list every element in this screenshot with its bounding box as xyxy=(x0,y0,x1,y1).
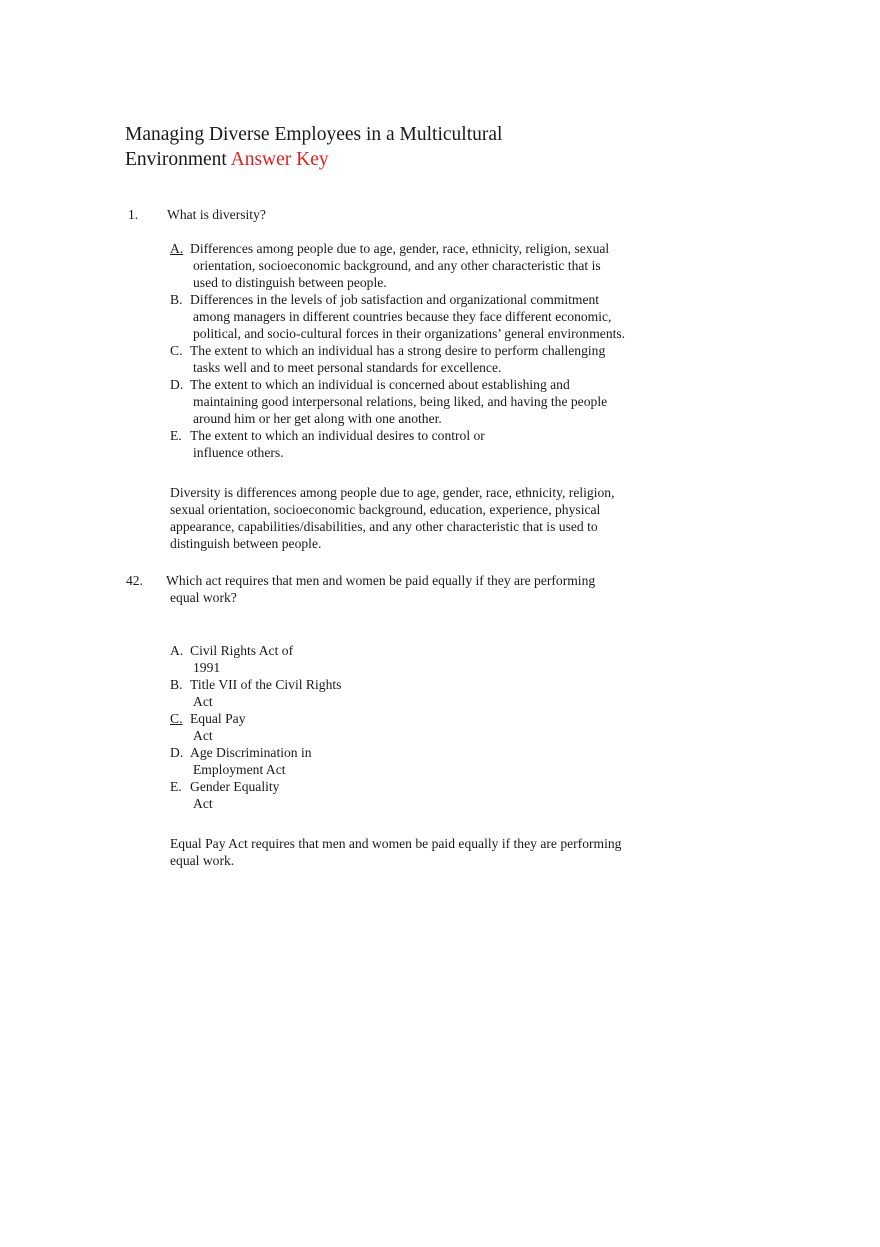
option-letter: D. xyxy=(170,377,184,392)
option-letter: D. xyxy=(170,745,184,760)
explanation-line: sexual orientation, socioeconomic background, education, experience, physical xyxy=(170,502,601,517)
option-c xyxy=(170,342,625,376)
explanation-line: Diversity is differences among people due to age, gender, race, ethnicity, religion, xyxy=(170,485,615,500)
question-line: What is diversity? xyxy=(167,207,266,222)
option-line: around him or her get along with one another. xyxy=(193,411,442,426)
option-letter: E. xyxy=(170,779,182,794)
question-number: 1. xyxy=(128,207,139,222)
option-line: The extent to which an individual is concerned about establishing and xyxy=(190,377,570,392)
option-line: Act xyxy=(193,796,213,811)
option-line: political, and socio-cultural forces in their organizations’ general environments. xyxy=(193,326,626,341)
option-letter: E. xyxy=(170,428,182,443)
question-text xyxy=(167,206,266,223)
explanation-line: distinguish between people. xyxy=(170,536,322,551)
option-d xyxy=(170,376,625,427)
option-line: Act xyxy=(193,728,213,743)
option-letter: A. xyxy=(170,643,184,658)
option-e xyxy=(170,427,625,461)
option-b xyxy=(170,676,341,710)
option-e xyxy=(170,778,341,812)
document-title xyxy=(125,122,685,172)
option-line: Civil Rights Act of xyxy=(190,643,294,658)
option-letter: B. xyxy=(170,292,183,307)
title-line-1: Managing Diverse Employees in a Multicultural xyxy=(125,124,503,145)
option-line: Differences in the levels of job satisfaction and organizational commitment xyxy=(190,292,600,307)
option-line: Title VII of the Civil Rights xyxy=(190,677,342,692)
answer-key-label: Answer Key xyxy=(230,149,329,170)
question-text xyxy=(166,572,595,606)
explanation-line: appearance, capabilities/disabilities, and any other characteristic that is used to xyxy=(170,519,598,534)
explanation-line: equal work. xyxy=(170,853,235,868)
option-line: among managers in different countries because they face different economic, xyxy=(193,309,612,324)
option-b xyxy=(170,291,625,342)
option-line: used to distinguish between people. xyxy=(193,275,387,290)
option-line: Gender Equality xyxy=(190,779,280,794)
question-line: Which act requires that men and women be paid equally if they are performing xyxy=(166,573,596,588)
option-letter-correct: A. xyxy=(170,241,184,256)
option-letter: B. xyxy=(170,677,183,692)
explanation-line: Equal Pay Act requires that men and women be paid equally if they are performing xyxy=(170,836,622,851)
option-line: Act xyxy=(193,694,213,709)
answer-options xyxy=(170,642,341,812)
option-line: 1991 xyxy=(193,660,221,675)
option-line: maintaining good interpersonal relations, being liked, and having the people xyxy=(193,394,608,409)
option-line: tasks well and to meet personal standards for excellence. xyxy=(193,360,502,375)
question-line: equal work? xyxy=(170,590,237,605)
option-line: Age Discrimination in xyxy=(190,745,312,760)
option-letter: C. xyxy=(170,343,183,358)
answer-options xyxy=(170,240,625,461)
option-letter-correct: C. xyxy=(170,711,183,726)
option-line: Differences among people due to age, gender, race, ethnicity, religion, sexual xyxy=(190,241,610,256)
option-line: influence others. xyxy=(193,445,284,460)
option-line: The extent to which an individual desires to control or xyxy=(190,428,485,443)
answer-explanation xyxy=(170,835,621,869)
option-line: orientation, socioeconomic background, and any other characteristic that is xyxy=(193,258,601,273)
option-line: Employment Act xyxy=(193,762,286,777)
option-a xyxy=(170,240,625,291)
question-number: 42. xyxy=(126,573,143,588)
title-line-2: Environment xyxy=(125,149,227,170)
option-a xyxy=(170,642,341,676)
option-line: The extent to which an individual has a strong desire to perform challenging xyxy=(190,343,606,358)
option-c xyxy=(170,710,341,744)
option-d xyxy=(170,744,341,778)
answer-explanation xyxy=(170,484,615,552)
option-line: Equal Pay xyxy=(190,711,246,726)
